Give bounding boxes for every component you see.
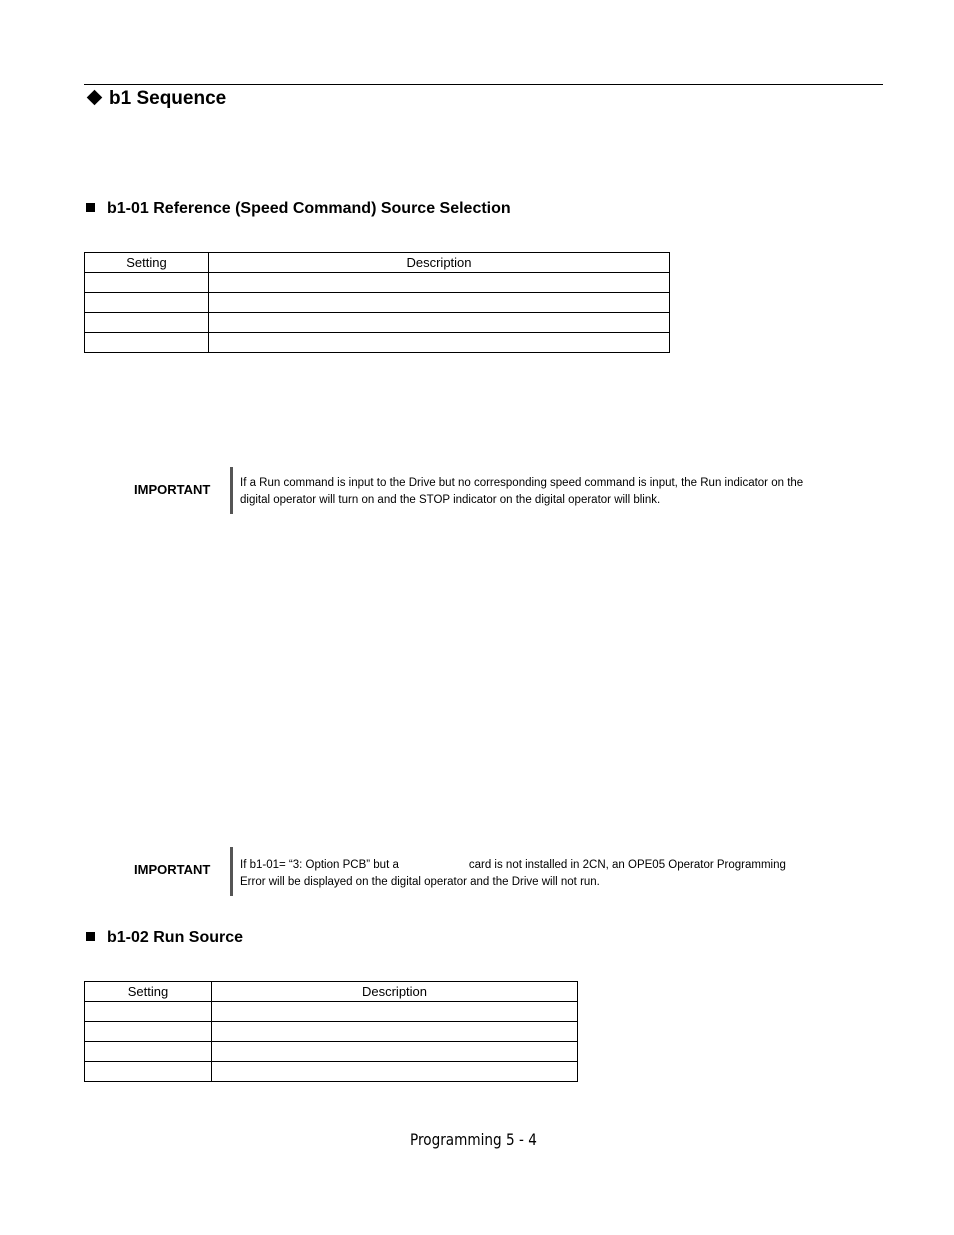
table-row — [85, 1062, 578, 1082]
b1-01-heading-text: b1-01 Reference (Speed Command) Source Selection — [107, 200, 511, 217]
setting-cell — [85, 1042, 212, 1062]
important-text-2 — [240, 857, 840, 891]
important-label-2: IMPORTANT — [134, 862, 211, 877]
setting-cell — [85, 273, 209, 293]
square-bullet-icon — [86, 932, 95, 941]
page-footer: Programming 5 - 4 — [410, 1130, 537, 1149]
column-header-description: Description — [209, 253, 670, 273]
description-cell — [212, 1042, 578, 1062]
description-cell — [212, 1022, 578, 1042]
b1-02-heading-text: b1-02 Run Source — [107, 929, 244, 946]
description-cell — [209, 273, 670, 293]
important-divider-2 — [230, 847, 233, 896]
section-title-text: b1 Sequence — [109, 88, 227, 109]
description-cell — [212, 1062, 578, 1082]
setting-cell — [85, 1062, 212, 1082]
important-label-1: IMPORTANT — [134, 482, 211, 497]
table-row — [85, 1042, 578, 1062]
table-row — [85, 273, 670, 293]
column-header-description: Description — [212, 982, 578, 1002]
table-row — [85, 1002, 578, 1022]
description-cell — [212, 1002, 578, 1022]
setting-cell — [85, 293, 209, 313]
important-text-2-line1 — [240, 857, 840, 874]
b1-01-heading — [86, 200, 511, 218]
b1-02-settings-table — [84, 981, 578, 1082]
important-text-2-part-b: card is not installed in 2CN, an OPE05 Operator Programming — [468, 859, 786, 871]
setting-cell — [85, 1002, 212, 1022]
column-header-setting: Setting — [85, 982, 212, 1002]
table-header-row — [85, 982, 578, 1002]
table-row — [85, 333, 670, 353]
header-rule — [84, 84, 883, 85]
section-title — [85, 88, 226, 110]
important-text-2-line2: Error will be displayed on the digital operator and the Drive will not run. — [240, 876, 600, 888]
important-text-1: If a Run command is input to the Drive but no corresponding speed command is input, the Run indicator on the digital operator will turn on and the STOP indicator on the digital operator will blink. — [240, 477, 804, 506]
table-row — [85, 293, 670, 313]
description-cell — [209, 333, 670, 353]
important-text-2-part-a: If b1-01= “3: Option PCB” but a — [240, 859, 399, 871]
setting-cell — [85, 1022, 212, 1042]
setting-cell — [85, 313, 209, 333]
b1-02-heading — [86, 929, 243, 947]
column-header-setting: Setting — [85, 253, 209, 273]
table-header-row — [85, 253, 670, 273]
setting-cell — [85, 333, 209, 353]
b1-01-settings-table — [84, 252, 670, 353]
diamond-icon — [87, 90, 103, 106]
table-row — [85, 313, 670, 333]
description-cell — [209, 293, 670, 313]
description-cell — [209, 313, 670, 333]
table-row — [85, 1022, 578, 1042]
important-divider-1 — [230, 467, 233, 514]
square-bullet-icon — [86, 203, 95, 212]
